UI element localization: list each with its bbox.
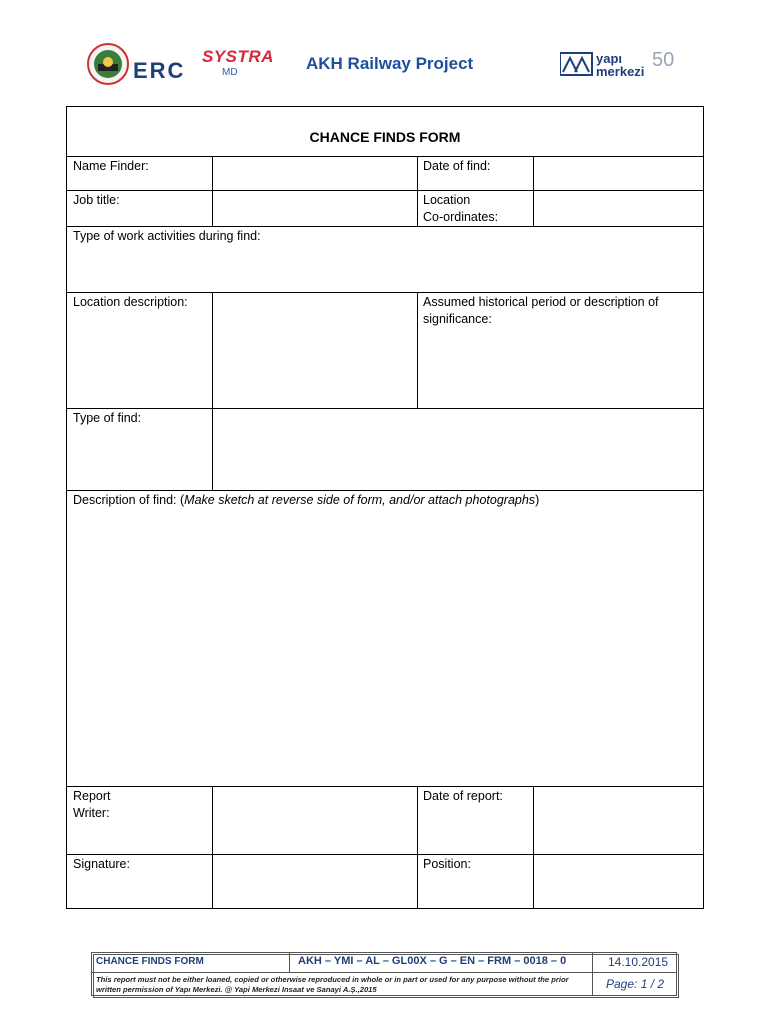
name-finder-label: Name Finder: xyxy=(73,159,149,173)
work-activities-label: Type of work activities during find: xyxy=(73,229,261,243)
location-coordinates-line1: Location xyxy=(423,193,471,207)
footer-doc-code: AKH – YMI – AL – GL00X – G – EN – FRM – 0018 – 0 xyxy=(298,955,567,967)
chance-finds-form xyxy=(66,106,704,909)
erc-logo-text: ERC xyxy=(133,58,186,83)
yapi-logo-line2: merkezi xyxy=(596,64,645,79)
location-coordinates-field[interactable] xyxy=(533,191,703,226)
footer-date: 14.10.2015 xyxy=(608,955,669,969)
position-field[interactable] xyxy=(533,855,703,909)
systra-logo-sub: MD xyxy=(222,67,238,78)
footer-form-name: CHANCE FINDS FORM xyxy=(96,956,204,967)
footer-divider xyxy=(92,972,592,973)
date-of-find-field[interactable] xyxy=(533,157,703,190)
position-label: Position: xyxy=(423,857,471,871)
footer-col-divider xyxy=(289,953,290,972)
form-title: CHANCE FINDS FORM xyxy=(309,129,461,145)
location-description-label: Location description: xyxy=(73,295,188,309)
location-coordinates-line2: Co-ordinates: xyxy=(423,210,499,224)
footer-page-number: Page: 1 / 2 xyxy=(606,977,665,991)
description-note-close: ) xyxy=(535,493,540,507)
description-label: Description of find: xyxy=(73,493,177,507)
name-finder-field[interactable] xyxy=(212,157,417,190)
report-writer-line2: Writer: xyxy=(73,806,110,820)
job-title-field[interactable] xyxy=(212,191,417,226)
page-footer xyxy=(91,952,677,996)
footer-copyright-notice: This report must not be either loaned, copied or otherwise reproduced in whole or in part or used for any purpose without the prior written permission of Yapı Merkezi. @ Yapi Merkezi Insaat ve Sanayi A.Ş.,2015 xyxy=(96,975,569,994)
report-writer-field[interactable] xyxy=(212,787,417,854)
type-of-find-field[interactable] xyxy=(212,409,703,490)
assumed-period-field[interactable] xyxy=(417,292,703,408)
type-of-find-label: Type of find: xyxy=(73,411,142,425)
footer-col-divider xyxy=(592,953,593,995)
description-of-find-field[interactable] xyxy=(67,490,703,786)
assumed-period-label: Assumed historical period or description of significance: xyxy=(423,295,659,326)
yapi-logo-anniversary: 50 xyxy=(652,49,675,71)
footer-divider xyxy=(592,972,676,973)
yapi-merkezi-logo xyxy=(560,44,700,84)
signature-label: Signature: xyxy=(73,857,130,871)
description-note: Make sketch at reverse side of form, and/or attach photographs xyxy=(184,493,536,507)
report-writer-line1: Report xyxy=(73,789,111,803)
page-header xyxy=(0,0,768,100)
description-note-open: ( xyxy=(176,493,185,507)
report-writer-label xyxy=(67,786,212,824)
signature-field[interactable] xyxy=(212,855,417,909)
location-coordinates-label xyxy=(417,190,533,228)
date-of-find-label: Date of find: xyxy=(423,159,491,173)
project-title: AKH Railway Project xyxy=(306,54,474,73)
work-activities-field[interactable] xyxy=(67,226,703,292)
job-title-label: Job title: xyxy=(73,193,120,207)
location-description-field[interactable] xyxy=(212,293,417,408)
systra-logo-text: SYSTRA xyxy=(202,47,274,66)
date-of-report-label: Date of report: xyxy=(423,789,503,803)
erc-seal-logo xyxy=(86,42,130,86)
date-of-report-field[interactable] xyxy=(533,787,703,854)
yapi-logo-line1: yapı xyxy=(596,51,623,66)
